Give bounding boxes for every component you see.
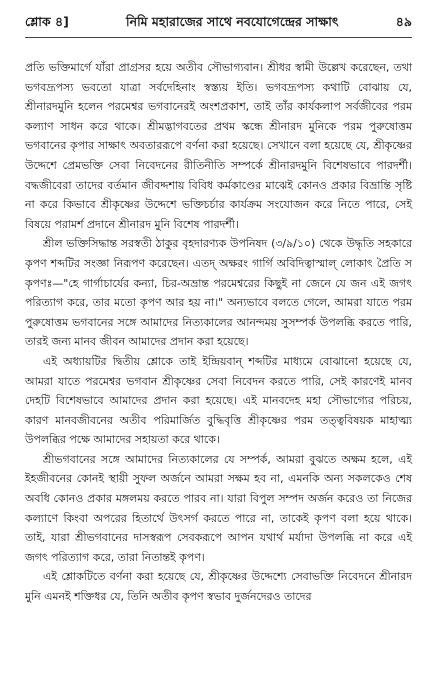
paragraph: শ্রীভগবানের সঙ্গে আমাদের নিত্যকালের যে সম্পর্ক, আমরা বুঝতে অক্ষম হলে, এই ইহজীবনের কোনই স্থায়ী সুফল অর্জনে আমরা সক্ষম হব না, এমনকি অন্য সকলকেও শেষ অবধি কোনও প্রকার মঙ্গলময় করতে পারব না। যারা বিপুল সম্পদ অর্জন করেও তা নিজের কল্যাণে কিংবা অপরের হিতার্থে উৎসর্গ করতে পারে না, তাকেই কৃপণ বলা হয়ে থাকে। তাই, যারা শ্রীভগবানের দাসস্বরূপ সেবকরূপে আপন যথার্থ মর্যাদা উপলব্ধি না করে এই জগৎ পরিত্যাগ করে, তারা নিতান্তই কৃপণ। [25,452,412,564]
page-number: ৪৯ [395,14,412,29]
paragraph: এই অধ্যায়টির দ্বিতীয় শ্লোকে তাই ইন্দ্রিয়বান্ শব্দটির মাধ্যমে বোঝানো হয়েছে যে, আমরা যাতে পরমেশ্বর ভগবান শ্রীকৃষ্ণের সেবা নিবেদন করতে পারি, সেই কারণেই মানব দেহটি বিশেষভাবে আমাদের প্রদান করা হয়েছে। এই মানবদেহ মহা সৌভাগ্যের পরিচয়, কারণ মানবজীবনের অতীব পরিমার্জিত বুদ্ধিবৃত্তি শ্রীকৃষ্ণের পরম তত্ত্ববিষয়ক মাহাত্ম্য উপলব্ধির পক্ষে আমাদের সহায়তা করে থাকে। [25,354,412,447]
paragraph: শ্রীল ভক্তিসিদ্ধান্ত সরস্বতী ঠাকুর বৃহদারণ্যক উপনিষদ (৩/৯/১০) থেকে উদ্ধৃতি সহকারে কৃপণ শব্দটির সংজ্ঞা নিরূপণ করেছেন। এতদ্ অক্ষরং গার্গি অবিদিত্বাস্মাল্ লোকাৎ প্রৈতি স কৃপণঃ—"হে গার্গাচার্যের কন্যা, চির-অভ্রান্ত পরমেশ্বরের কিছুই না জেনে যে জন এই জগৎ পরিত্যাগ করে, তার মতো কৃপণ আর হয় না।" অন্যভাবে বলতে গেলে, আমরা যাতে পরম পুরুষোত্তম ভগবানের সঙ্গে আমাদের নিত্যকালের আনন্দময় সুসম্পর্ক উপলব্ধি করতে পারি, তারই জন্য মানব জীবন আমাদের প্রদান করা হয়েছে। [25,237,412,349]
verse-reference: শ্লোক ৪] [25,14,69,29]
purport-text [25,58,412,607]
running-header [25,14,412,38]
paragraph: এই শ্লোকটিতে বর্ণনা করা হয়েছে যে, শ্রীকৃষ্ণের উদ্দেশ্যে সেবাভক্তি নিবেদনে শ্রীনারদ মুনি এমনই শক্তিধর যে, তিনি অতীব কৃপণ স্বভাব দুর্জনদেরও তাদের [25,570,412,604]
chapter-title: নিমি মহারাজের সাথে নবযোগেন্দ্রের সাক্ষাৎ [126,14,339,29]
paragraph: প্রতি ভক্তিমার্গে যাঁরা প্রাগ্রসর হয়ে অতীব সৌভাগ্যবান। শ্রীধর স্বামী উল্লেখ করেছেন, তথা ভগবদ্রূপস্য ভবতো যাত্রা সর্বদেহিনাং স্বস্ত্যয় ইতি। ভগবদ্রূপস্য কথাটি বোঝায় যে, শ্রীনারদমুনি হলেন পরমেশ্বর ভগবানেরই অংশপ্রকাশ, তাই তাঁর কার্যকলাপ সর্বজীবের পরম কল্যাণ সাধন করে থাকে। শ্রীমদ্ভাগবতের প্রথম স্কন্ধে শ্রীনারদ মুনিকে পরম পুরুষোত্তম ভগবানের কৃপার সাক্ষাৎ অবতাররূপে বর্ণনা করা হয়েছে। সেখানে বলা হয়েছে যে, শ্রীকৃষ্ণের উদ্দেশে প্রেমভক্তি সেবা নিবেদনের রীতিনীতি সম্পর্কে শ্রীনারদমুনি বিশেষভাবে পারদর্শী। বদ্ধজীবেরা তাদের বর্তমান জীবদ্দশায় বিবিধ কর্মকাণ্ডের মাঝেই কোনও প্রকার বিভ্রান্তি সৃষ্টি না করে কিভাবে শ্রীকৃষ্ণের উদ্দেশে ভক্তিচর্চার কার্যক্রম সংযোজন করে নিতে পারে, সেই বিষয়ে পরামর্শ প্রদানে শ্রীনারদ মুনি বিশেষ পারদর্শী। [25,61,412,231]
